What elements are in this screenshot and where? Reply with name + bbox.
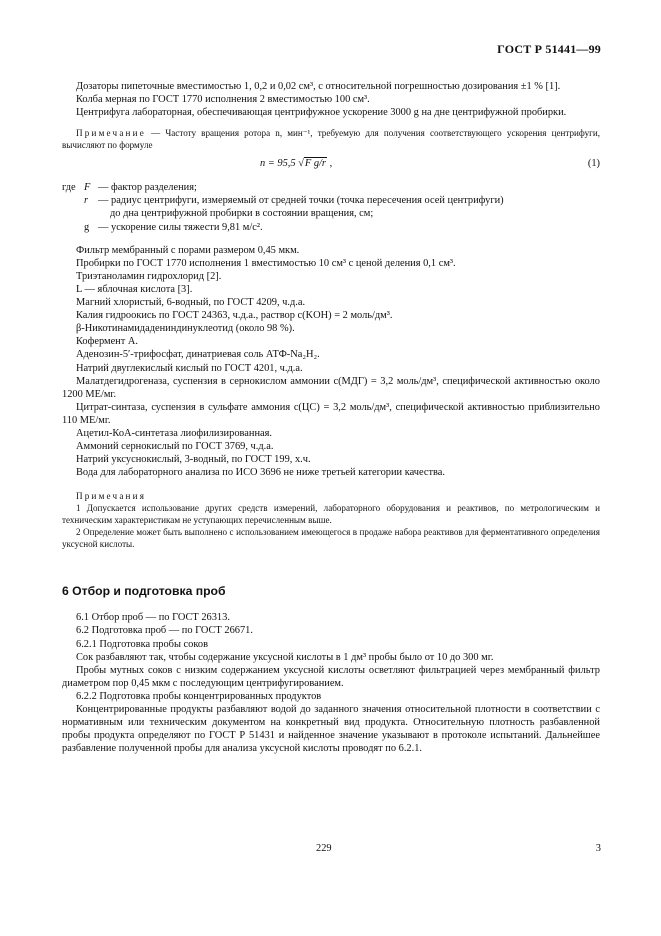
section-paragraph: Концентрированные продукты разбавляют водой до заданного значения относительной плотности в соответствии с нормативным или техническим документом на конкретный вид продукта. Относительную плотность разбавленной пробы продукта определяют по ГОСТ Р 51431 и найденное значение указывают в протоколе испытаний. Дальнейшее разбавление полученной пробы для анализа уксусной кислоты проводят по 6.2.1. [62,704,600,755]
legend-symbol: g [84,221,90,233]
legend-row-g [62,221,600,234]
section-6-body [62,611,600,755]
formula-tail: , [326,158,333,170]
formula-legend [62,181,600,233]
legend-dash: — [98,182,111,194]
sheet-number: 3 [595,843,601,854]
list-item: Аденозин-5′-трифосфат, динатриевая соль АТФ-Na₂H₂. [76,349,320,361]
formula-number: (1) [587,158,600,170]
list-item: Натрий двуглекислый кислый по ГОСТ 4201, ч.д.а. [76,362,303,374]
legend-text-continued: до дна центрифужной пробирки в состоянии вращения, см; [110,208,374,220]
notes-label: Примечания [76,491,147,502]
section-paragraph: Пробы мутных соков с низким содержанием уксусной кислоты осветляют фильтрацией через мембранный фильтр диаметром пор 0,45 мкм с последующим центрифугированием. [62,664,600,689]
list-item: Магний хлористый, 6-водный, по ГОСТ 4209, ч.д.а. [76,297,306,309]
equipment-centrifuge: Центрифуга лабораторная, обеспечивающая центрифужное ускорение 3000 g на дне центрифужной пробирки. [76,107,567,119]
formula-radicand: F g/r [304,158,326,170]
legend-dash: — [98,221,111,233]
legend-row-r [62,194,600,220]
note-label: Примечание [76,128,146,139]
formula-lhs: n = 95,5 [260,158,296,170]
list-item: Ацетил-КоА-синтетаза лиофилизированная. [76,427,273,439]
list-item: Триэтаноламин гидрохлорид [2]. [76,270,222,282]
list-item: Цитрат-синтаза, суспензия в сульфате аммония c(ЦС) = 3,2 моль/дм³, специфической активностью приблизительно 110 МЕ/мг. [62,401,600,426]
page-number: 229 [316,843,332,854]
list-item: Пробирки по ГОСТ 1770 исполнения 1 вместимостью 10 см³ с ценой деления 0,1 см³. [76,257,456,269]
legend-text: радиус центрифуги, измеряемый от средней точки (точка пересечения осей центрифуги) [111,195,504,207]
centrifuge-note [62,127,600,151]
section-paragraph: 6.2.1 Подготовка пробы соков [76,638,208,650]
note-item: 2 Определение может быть выполнено с использованием имеющегося в продаже набора реактивов для ферментативного определения уксусной кислоты. [62,527,600,550]
list-item: Калия гидроокись по ГОСТ 24363, ч.д.а., раствор c(KOH) = 2 моль/дм³. [76,310,393,322]
section-paragraph: 6.1 Отбор проб — по ГОСТ 26313. [76,612,230,624]
list-item: L — яблочная кислота [3]. [76,283,193,295]
list-item: Малатдегидрогеназа, суспензия в сернокислом аммонии c(МДГ) = 3,2 моль/дм³, специфической активностью около 1200 МЕ/мг. [62,375,600,400]
formula-1 [62,158,600,174]
page-content [62,80,600,755]
section-paragraph: 6.2 Подготовка проб — по ГОСТ 26671. [76,625,253,637]
list-item: β-Никотинамидадениндинуклеотид (около 98 %). [76,323,295,335]
list-item: Вода для лабораторного анализа по ИСО 3696 не ниже третьей категории качества. [76,467,446,479]
legend-symbol: r [84,195,89,207]
list-item: Фильтр мембранный с порами размером 0,45 мкм. [76,244,300,256]
section-6-title: 6 Отбор и подготовка проб [62,584,226,599]
list-item: Натрий уксуснокислый, 3-водный, по ГОСТ 199, х.ч. [76,454,311,466]
document-header: ГОСТ Р 51441—99 [497,42,601,56]
formula-expression [260,158,332,169]
equipment-dispensers: Дозаторы пипеточные вместимостью 1, 0,2 и 0,02 см³, с относительной погрешностью дозирования ±1 % [1]. [76,81,561,92]
legend-text: фактор разделения; [111,182,197,194]
legend-dash: — [98,195,111,207]
note-text: — Частоту вращения ротора n, мин⁻¹, требуемую для получения соответствующего ускорения центрифуги, вычисляют по формуле [62,128,600,151]
section-paragraph: 6.2.2 Подготовка пробы концентрированных продуктов [76,690,322,702]
general-notes [62,490,600,550]
list-item: Кофермент А. [76,336,138,348]
reagents-list [62,244,600,480]
legend-row-f [62,181,600,194]
radical-sign: √ [298,158,304,170]
note-item: 1 Допускается использование других средств измерений, лабораторного оборудования и реактивов, по метрологическим и техническим характеристикам не уступающих перечисленным выше. [62,503,600,526]
legend-text: ускорение силы тяжести 9,81 м/с². [111,221,263,233]
equipment-flask: Колба мерная по ГОСТ 1770 исполнения 2 вместимостью 100 см³. [76,94,370,106]
list-item: Аммоний сернокислый по ГОСТ 3769, ч.д.а. [76,441,274,453]
section-paragraph: Сок разбавляют так, чтобы содержание уксусной кислоты в 1 дм³ пробы было от 10 до 300 мг. [76,651,494,663]
legend-symbol: F [84,182,91,194]
legend-label: где [62,182,76,194]
